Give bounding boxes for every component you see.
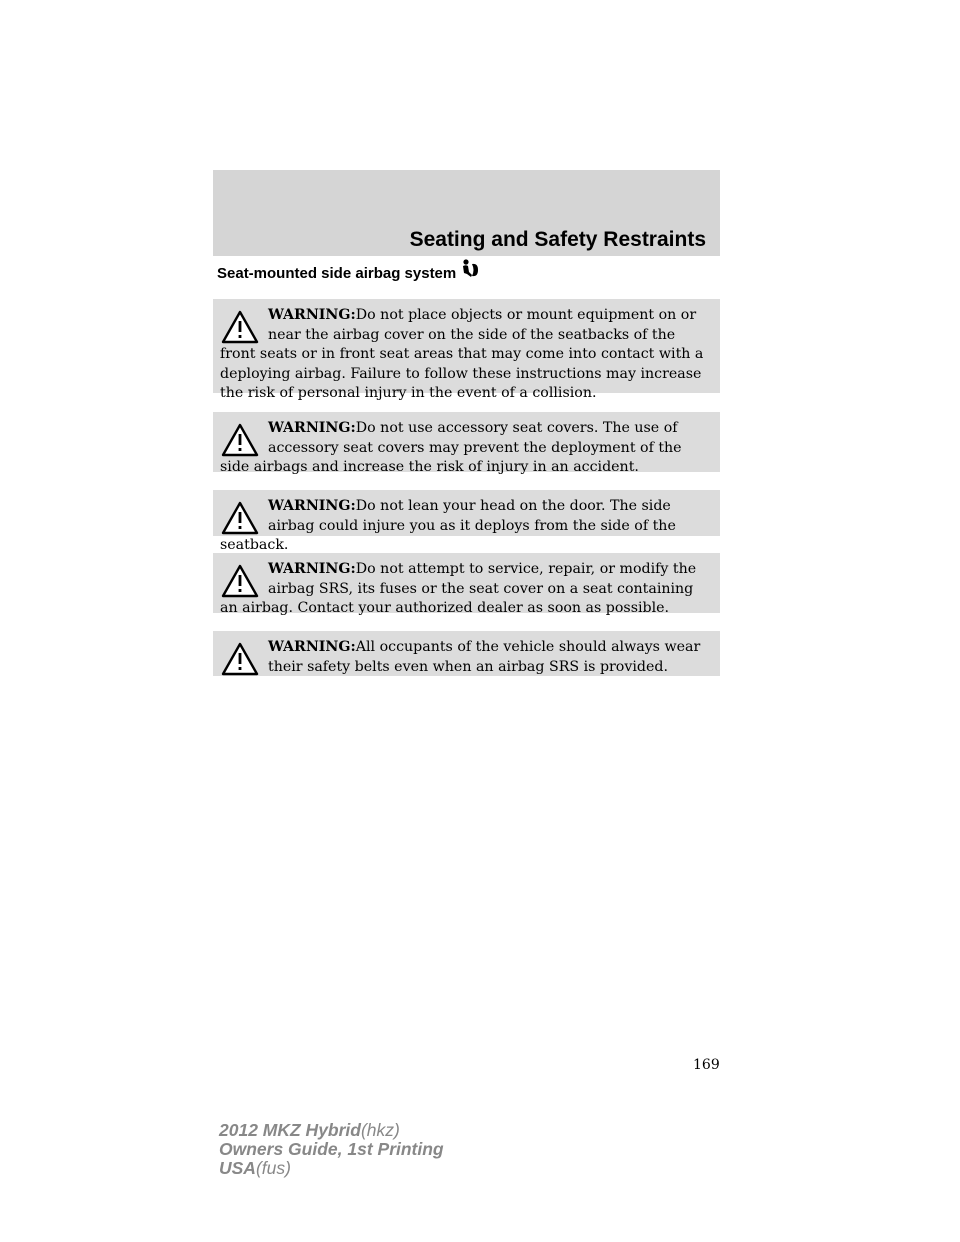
- section-heading-text: Seat-mounted side airbag system: [217, 264, 457, 282]
- warning-text: Do not place objects or mount equipment on or near the airbag cover on the side of the seatbacks of the front seats or in front seat areas that may come into contact with a deploying airbag. Failure to follow these instructions may increase the risk of personal injury in the event of a collision.: [220, 307, 704, 401]
- warning-triangle-icon: [220, 500, 260, 536]
- warning-text: Do not attempt to service, repair, or modify the airbag SRS, its fuses or the seat cover on a seat containing an airbag. Contact your authorized dealer as soon as possible.: [220, 561, 697, 616]
- section-heading: [217, 264, 482, 282]
- warning-text: All occupants of the vehicle should always wear their safety belts even when an airbag SRS is provided.: [268, 639, 701, 675]
- footer-printing: Owners Guide, 1st Printing: [219, 1139, 444, 1159]
- section-header-band: [213, 170, 720, 256]
- warning-text: Do not use accessory seat covers. The use of accessory seat covers may prevent the deployment of the side airbags and increase the risk of injury in an accident.: [220, 420, 682, 475]
- footer-market-code: (fus): [255, 1158, 291, 1178]
- warning-box: [213, 490, 720, 553]
- warning-label: WARNING:: [268, 498, 356, 514]
- warning-triangle-icon: [220, 309, 260, 345]
- warning-triangle-icon: [220, 422, 260, 458]
- warning-box: [213, 631, 720, 676]
- footer-model: 2012 MKZ Hybrid: [219, 1120, 361, 1140]
- warning-text: Do not lean your head on the door. The side airbag could injure you as it deploys from the side of the seatback.: [220, 498, 676, 553]
- footer: [219, 1121, 444, 1178]
- warning-box: [213, 299, 720, 401]
- side-airbag-icon: [458, 258, 482, 282]
- warning-box: [213, 553, 720, 616]
- warning-label: WARNING:: [268, 561, 356, 577]
- warning-label: WARNING:: [268, 420, 356, 436]
- warning-label: WARNING:: [268, 307, 356, 323]
- warning-triangle-icon: [220, 641, 260, 677]
- footer-line: [219, 1121, 444, 1140]
- footer-model-code: (hkz): [360, 1120, 400, 1140]
- page-number: 169: [693, 1057, 720, 1073]
- footer-line: [219, 1159, 444, 1178]
- footer-market: USA: [219, 1158, 256, 1178]
- warning-triangle-icon: [220, 563, 260, 599]
- footer-line: [219, 1140, 444, 1159]
- warning-label: WARNING:: [268, 639, 356, 655]
- warning-box: [213, 412, 720, 475]
- header-title: Seating and Safety Restraints: [409, 228, 706, 251]
